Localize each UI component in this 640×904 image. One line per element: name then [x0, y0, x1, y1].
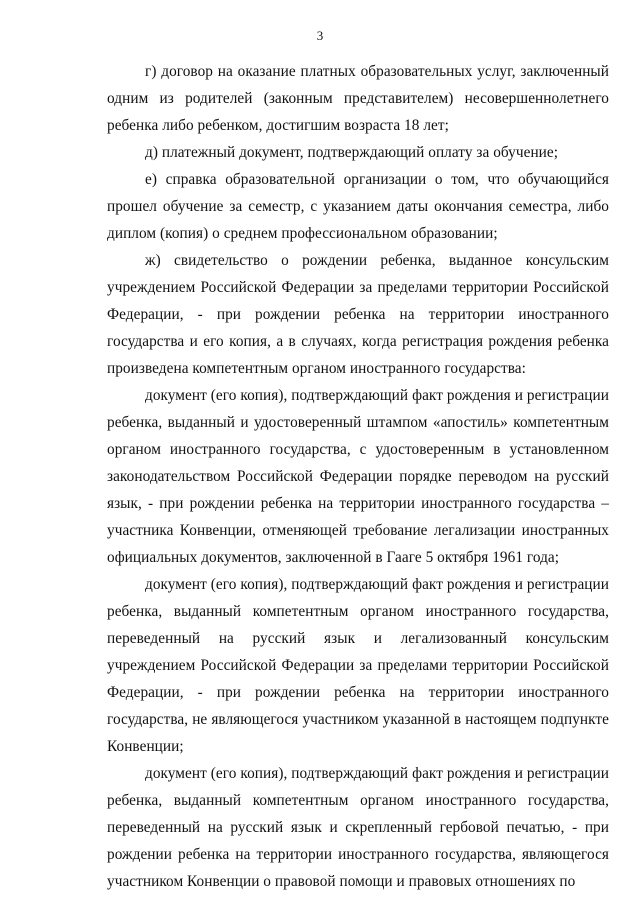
paragraph-stamped-document: документ (его копия), подтверждающий факт рождения и регистрации ребенка, выданный компетентным органом иностранного государства, переведенный на русский язык и скрепленный гербовой печатью, - при рождении ребенка на территории иностранного государства, являющегося участником Конвенции о правовой помощи и правовых отношениях по	[107, 765, 609, 890]
paragraph-e-education-certificate: е) справка образовательной организации о том, что обучающийся прошел обучение за семестр, с указанием даты окончания семестра, либо диплом (копия) о среднем профессиональном образовании;	[107, 171, 609, 242]
paragraph-zh-birth-certificate: ж) свидетельство о рождении ребенка, выданное консульским учреждением Российской Федерации за пределами территории Российской Федерации, - при рождении ребенка на территории иностранного государства и его копия, а в случаях, когда регистрация рождения ребенка произведена компетентным органом иностранного государства:	[107, 252, 609, 377]
paragraph-d-payment-document: д) платежный документ, подтверждающий оплату за обучение;	[145, 144, 559, 161]
document-body	[107, 58, 609, 895]
paragraph-apostille-document: документ (его копия), подтверждающий факт рождения и регистрации ребенка, выданный и удостоверенный штампом «апостиль» компетентным органом иностранного государства, с удостоверенным в установленном законодательством Российской Федерации порядке переводом на русский язык, - при рождении ребенка на территории иностранного государства – участника Конвенции, отменяющей требование легализации иностранных официальных документов, заключенной в Гааге 5 октября 1961 года;	[107, 387, 609, 566]
paragraph-g-contract: г) договор на оказание платных образовательных услуг, заключенный одним из родителей (законным представителем) несовершеннолетнего ребенка либо ребенком, достигшим возраста 18 лет;	[107, 63, 609, 134]
paragraph-legalized-document: документ (его копия), подтверждающий факт рождения и регистрации ребенка, выданный компетентным органом иностранного государства, переведенный на русский язык и легализованный консульским учреждением Российской Федерации за пределами территории Российской Федерации, - при рождении ребенка на территории иностранного государства, не являющегося участником указанной в настоящем подпункте Конвенции;	[107, 576, 609, 755]
page-number: 3	[316, 28, 324, 43]
